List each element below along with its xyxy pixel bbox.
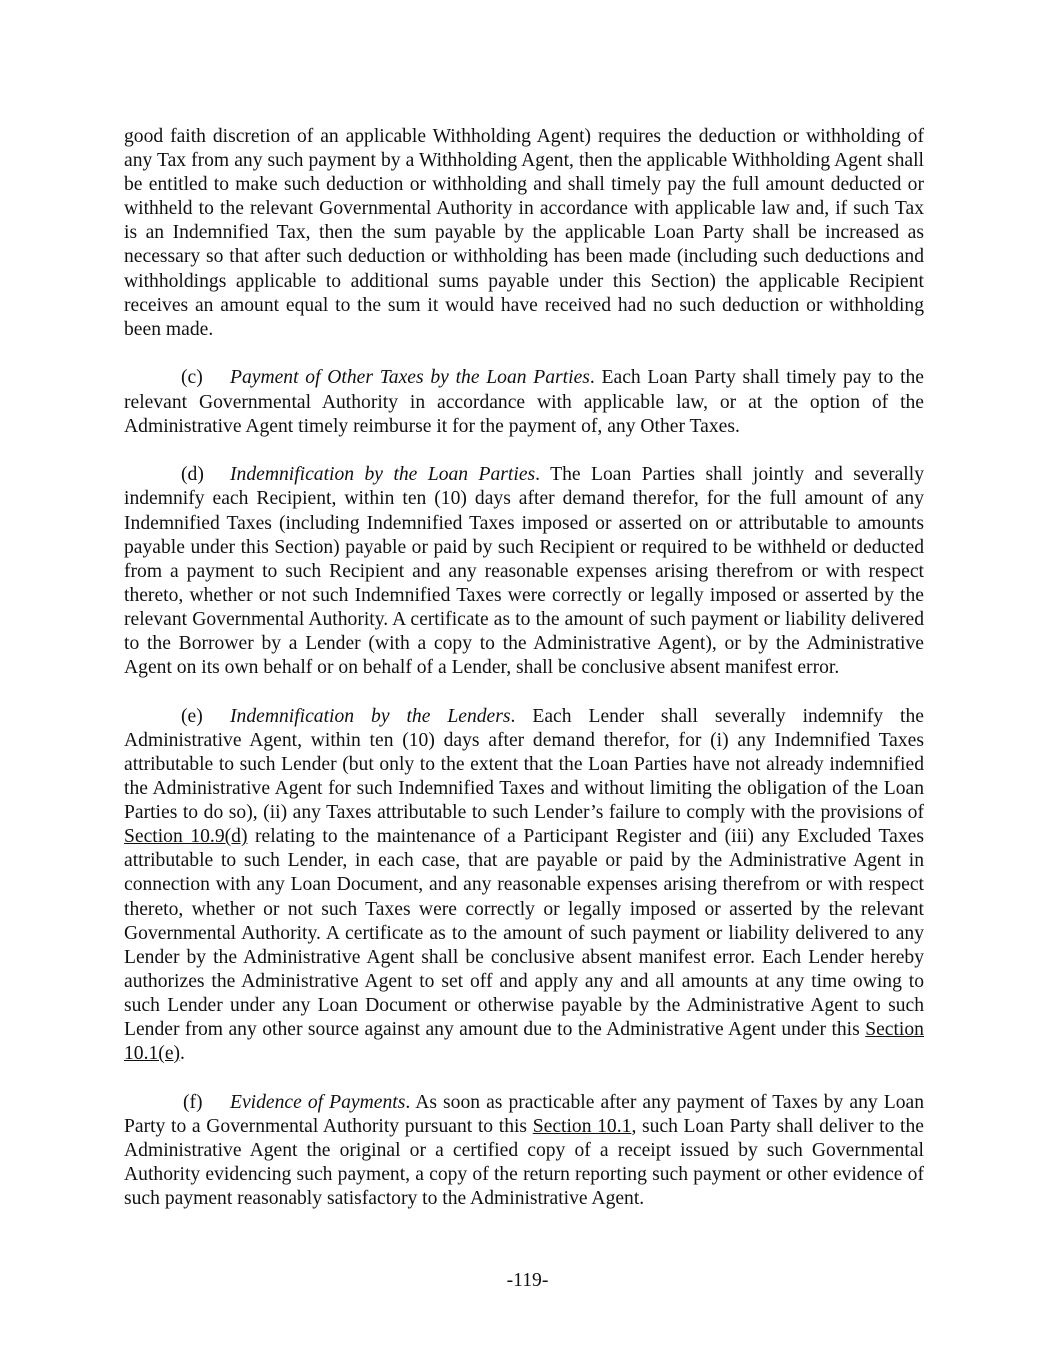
- paragraph-e-text-2: relating to the maintenance of a Participant Register and (iii) any Excluded Taxes attributable to such Lender, in each case, that are payable or paid by the Administrative Agent in connection with any Loan Document, and any reasonable expenses arising therefrom or with respect thereto, whether or not such Taxes were correctly or legally imposed or asserted by the relevant Governmental Authority. A certificate as to the amount of such payment or liability delivered to any Lender by the Administrative Agent shall be conclusive absent manifest error. Each Lender hereby authorizes the Administrative Agent to set off and apply any and all amounts at any time owing to such Lender under any Loan Document or otherwise payable by the Administrative Agent to such Lender from any other source against any amount due to the Administrative Agent under this: [124, 826, 924, 1040]
- document-page: [124, 125, 924, 1236]
- paragraph-f-text-2: , such Loan Party shall deliver to the Administrative Agent the original or a certified copy of a receipt issued by such Governmental Authority evidencing such payment, a copy of the return reporting such payment or other evidence of such payment reasonably satisfactory to the Administrative Agent.: [124, 1115, 924, 1210]
- page-number: -119-: [506, 1270, 549, 1291]
- paragraph-e-heading: Indemnification by the Lenders: [230, 705, 511, 727]
- paragraph-f-text-1: As soon as practicable after any payment of Taxes by any Loan Party to a Governmental Authority pursuant to this: [124, 1091, 924, 1137]
- paragraph-e-text-3: .: [180, 1043, 185, 1065]
- paragraph-c-text: Each Loan Party shall timely pay to the relevant Governmental Authority in accordance with applicable law, or at the option of the Administrative Agent timely reimburse it for the payment of, any Other Taxes.: [124, 367, 924, 437]
- paragraph-d-text: The Loan Parties shall jointly and severally indemnify each Recipient, within ten (10) days after demand therefor, for the full amount of any Indemnified Taxes (including Indemnified Taxes imposed or asserted on or attributable to amounts payable under this Section) payable or paid by such Recipient or required to be withheld or deducted from a payment to such Recipient and any reasonable expenses arising therefrom or with respect thereto, whether or not such Indemnified Taxes were correctly or legally imposed or asserted by the relevant Governmental Authority. A certificate as to the amount of such payment or liability delivered to the Borrower by a Lender (with a copy to the Administrative Agent), or by the Administrative Agent on its own behalf or on behalf of a Lender, shall be conclusive absent manifest error.: [124, 464, 924, 679]
- section-reference-10-9-d[interactable]: Section 10.9(d): [124, 826, 248, 848]
- paragraph-f: (f) Evidence of Payments. As soon as practicable after any payment of Taxes by any Loan Party to a Governmental Authority pursuant to this Section 10.1, such Loan Party shall deliver to the Administrative Agent the original or a certified copy of a receipt issued by such Governmental Authority evidencing such payment, a copy of the return reporting such payment or other evidence of such payment reasonably satisfactory to the Administrative Agent.: [124, 1091, 924, 1210]
- paragraph-c-heading: Payment of Other Taxes by the Loan Parties: [230, 367, 590, 389]
- paragraph-d-heading: Indemnification by the Loan Parties: [230, 464, 536, 486]
- paragraph-d-label: (d): [181, 464, 204, 486]
- paragraph-d: (d) Indemnification by the Loan Parties. The Loan Parties shall jointly and severally indemnify each Recipient, within ten (10) days after demand therefor, for the full amount of any Indemnified Taxes (including Indemnified Taxes imposed or asserted on or attributable to amounts payable under this Section) payable or paid by such Recipient or required to be withheld or deducted from a payment to such Recipient and any reasonable expenses arising therefrom or with respect thereto, whether or not such Indemnified Taxes were correctly or legally imposed or asserted by the relevant Governmental Authority. A certificate as to the amount of such payment or liability delivered to the Borrower by a Lender (with a copy to the Administrative Agent), or by the Administrative Agent on its own behalf or on behalf of a Lender, shall be conclusive absent manifest error.: [124, 464, 924, 679]
- paragraph-f-heading: Evidence of Payments: [230, 1091, 406, 1113]
- section-reference-10-1[interactable]: Section 10.1: [532, 1115, 632, 1137]
- section-reference-10-1-e[interactable]: Section 10.1(e): [124, 1018, 924, 1065]
- paragraph-e: (e) Indemnification by the Lenders. Each Lender shall severally indemnify the Administrative Agent, within ten (10) days after demand therefor, for (i) any Indemnified Taxes attributable to such Lender (but only to the extent that the Loan Parties have not already indemnified the Administrative Agent for such Indemnified Taxes and without limiting the obligation of the Loan Parties to do so), (ii) any Taxes attributable to such Lender’s failure to comply with the provisions of Section 10.9(d) relating to the maintenance of a Participant Register and (iii) any Excluded Taxes attributable to such Lender, in each case, that are payable or paid by the Administrative Agent in connection with any Loan Document, and any reasonable expenses arising therefrom or with respect thereto, whether or not such Taxes were correctly or legally imposed or asserted by the relevant Governmental Authority. A certificate as to the amount of such payment or liability delivered to any Lender by the Administrative Agent shall be conclusive absent manifest error. Each Lender hereby authorizes the Administrative Agent to set off and apply any and all amounts at any time owing to such Lender under any Loan Document or otherwise payable by the Administrative Agent to such Lender from any other source against any amount due to the Administrative Agent under this Section 10.1(e).: [124, 705, 924, 1065]
- paragraph-b-continuation: good faith discretion of an applicable Withholding Agent) requires the deduction or withholding of any Tax from any such payment by a Withholding Agent, then the applicable Withholding Agent shall be entitled to make such deduction or withholding and shall timely pay the full amount deducted or withheld to the relevant Governmental Authority in accordance with applicable law and, if such Tax is an Indemnified Tax, then the sum payable by the applicable Loan Party shall be increased as necessary so that after such deduction or withholding has been made (including such deductions and withholdings applicable to additional sums payable under this Section) the applicable Recipient receives an amount equal to the sum it would have received had no such deduction or withholding been made.: [124, 126, 924, 340]
- paragraph-e-text-1: Each Lender shall severally indemnify the Administrative Agent, within ten (10) days after demand therefor, for (i) any Indemnified Taxes attributable to such Lender (but only to the extent that the Loan Parties have not already indemnified the Administrative Agent for such Indemnified Taxes and without limiting the obligation of the Loan Parties to do so), (ii) any Taxes attributable to such Lender’s failure to comply with the provisions of: [124, 705, 924, 824]
- paragraph-c-label: (c): [181, 367, 203, 389]
- paragraph-c: (c) Payment of Other Taxes by the Loan Parties. Each Loan Party shall timely pay to the relevant Governmental Authority in accordance with applicable law, or at the option of the Administrative Agent timely reimburse it for the payment of, any Other Taxes.: [124, 367, 924, 437]
- paragraph-f-label: (f): [183, 1091, 203, 1113]
- paragraph-e-label: (e): [181, 705, 203, 727]
